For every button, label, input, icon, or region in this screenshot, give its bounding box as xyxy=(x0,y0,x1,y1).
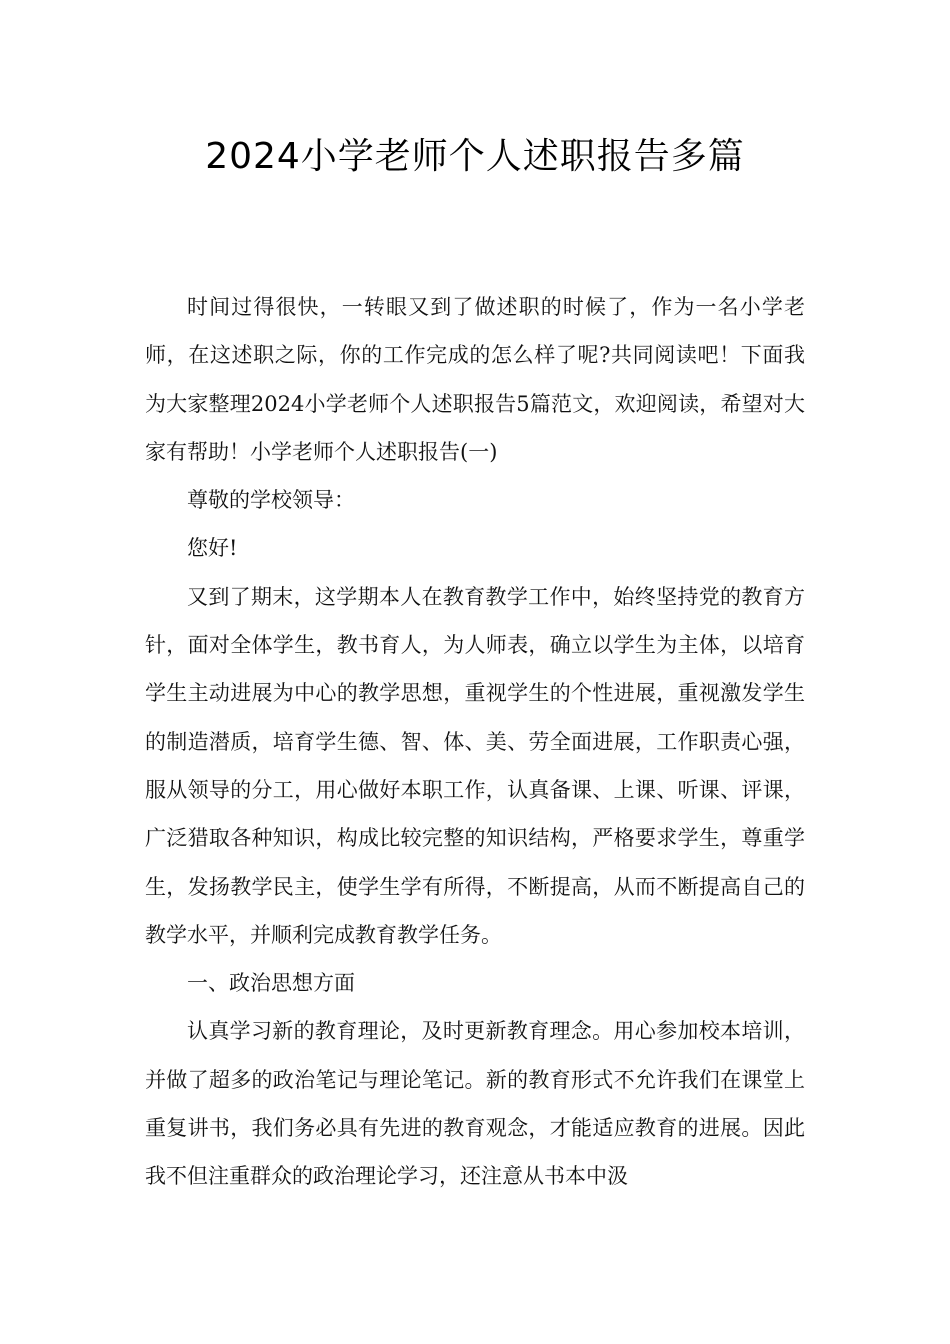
paragraph-salutation: 尊敬的学校领导： xyxy=(187,488,355,513)
paragraph-politics: 认真学习新的教育理论，及时更新教育理念。用心参加校本培训，并做了超多的政治笔记与理论笔记。新的教育形式不允许我们在课堂上重复讲书，我们务必具有先进的教育观念，才能适应教育的进展。因此我不但注重群众的政治理论学习，还注意从书本中汲 xyxy=(145,1019,805,1189)
section-heading-politics: 一、政治思想方面 xyxy=(187,971,355,996)
document-body xyxy=(145,283,805,1201)
document-title: 2024小学老师个人述职报告多篇 xyxy=(205,136,745,177)
paragraph-summary: 又到了期末，这学期本人在教育教学工作中，始终坚持党的教育方针，面对全体学生，教书育人，为人师表，确立以学生为主体，以培育学生主动进展为中心的教学思想，重视学生的个性进展，重视激发学生的制造潜质，培育学生德、智、体、美、劳全面进展，工作职责心强，服从领导的分工，用心做好本职工作，认真备课、上课、听课、评课，广泛猎取各种知识，构成比较完整的知识结构，严格要求学生，尊重学生，发扬教学民主，使学生学有所得，不断提高，从而不断提高自己的教学水平，并顺利完成教育教学任务。 xyxy=(145,584,805,947)
paragraph-greeting: 您好! xyxy=(187,536,238,561)
paragraph-intro: 时间过得很快，一转眼又到了做述职的时候了，作为一名小学老师，在这述职之际，你的工作完成的怎么样了呢?共同阅读吧！下面我为大家整理2024小学老师个人述职报告5篇范文，欢迎阅读，希望对大家有帮助！小学老师个人述职报告(一) xyxy=(145,295,805,464)
